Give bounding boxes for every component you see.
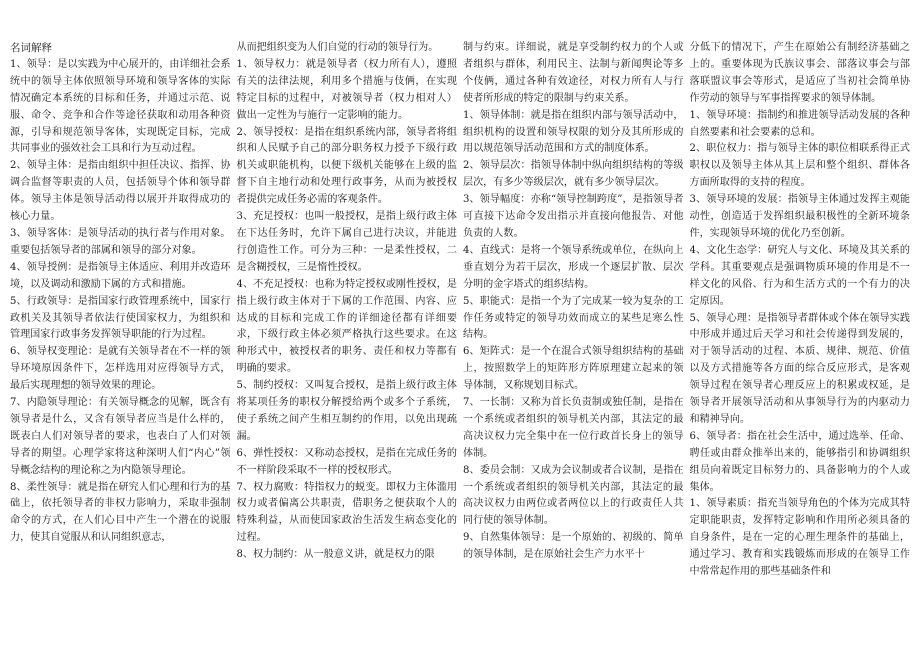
paragraph: 3、领导客体：是领导活动的执行者与作用对象。重要包括领导者的部属和领导的部分对象。 (10, 227, 231, 256)
paragraph: 2、领导授权：是指在组织系统内部，领导者将组织和人民赋予自己的部分职务权力授予下级行政机关或职能机构，以便下级机关能够在上级的监督下自主地行动和处理行政事务，从而为被授权者提供完成任务必需的客观条件。 (236, 126, 457, 206)
paragraph: 8、权力制约：从一般意义讲，就是权力的限 (236, 549, 435, 561)
paragraph: 6、领导者：指在社会生活中，通过选举、任命、聘任或由群众推举出来的，能够指引和协调组织组员向着既定目标努力的、具备影响力的个人或集体。 (689, 430, 910, 493)
paragraph: 1、领导素质：指充当领导角色的个体为完成其特定职能职责，发挥特定影响和作用所必须具备的自身条件，是在一定的心理生理条件的基础上，通过学习、教育和实践锻炼而形成的在领导工作中常常起作用的那些基础条件和 (689, 498, 910, 578)
paragraph: 2、领导主体：是指由组织中担任决议、指挥、协调合监督等职责的人员，包括领导个体和领导群体。领导主体是领导活动得以展开并取得成功的核心力量。 (10, 160, 231, 223)
paragraph: 分低下的情况下，产生在原始公有制经济基础之上的。重要体现为氏族议事会、部落议事会与部落联盟议事会等形式，是适应了当初社会简单协作劳动的领导与军事指挥要求的领导体制。 (689, 42, 910, 104)
paragraph: 1、领导：是以实践为中心展开的，由详细社会系统中的领导主体依照领导环境和领导客体的实际情况确定本系统的目标和任务，并通过示范、说服、命令、竞争和合作等途径获取和动用各种资源，引导和规范领导客体，实现既定目标，完成共同事业的强效社会工具和行为互动过程。 (10, 58, 231, 155)
paragraph: 1、领导权力：就是领导者（权力所有人），遵照有关的法律法规，利用多个措施与伎俩，在实现特定目标的过程中，对被领导者（权力相对人）做出一定性为与施行一定影响的能力。 (236, 58, 457, 121)
paragraph: 4、领导授例：是指领导主体适应、利用并改造环境，以及调动和激励下属的方式和措施。 (10, 261, 231, 290)
text-column-4 (690, 40, 911, 645)
paragraph: 7、权力腐败：特指权力的蜕变。即权力主体滥用权力或者偏离公共职责，借职务之便获取个人的特殊利益，从而使国家政治生活发生病态变化的过程。 (236, 481, 457, 544)
paragraph: 3、领导幅度：亦称“领导控制跨度”，是指领导者可直接下达命令发出指示并直接向他报告、对他负责的人数。 (463, 194, 684, 239)
paragraph: 7、一长制：又称为首长负责制或独任制，是指在一个系统或者组织的领导机关内部，其法定的最高决议权力完全集中在一位行政首长身上的领导体制。 (463, 397, 684, 459)
paragraph: 4、直线式：是将一个领导系统或单位，在纵向上垂直划分为若干层次，形成一个逐层扩散、层次分明的金字塔式的组织结构。 (463, 244, 684, 290)
text-column-2 (237, 40, 458, 645)
text-column-3 (463, 40, 684, 645)
paragraph: 8、委员会制：又成为会议制或者合议制，是指在一个系统或者组织的领导机关内部，其法定的最高决议权力由两位或者两位以上的行政责任人共同行使的领导体制。 (463, 464, 684, 527)
paragraph: 6、弹性授权：又称动态授权，是指在完成任务的不一样阶段采取不一样的授权形式。 (236, 447, 457, 476)
paragraph: 制与约束。详细说，就是享受制约权力的个人或者组织与群体，利用民主、法制与新闻舆论等多个伎俩，通过各种有效途径，对权力所有人与行使者所形成的特定的限制与约束关系。 (463, 42, 684, 104)
paragraph: 3、充足授权：也叫一般授权，是指上级行政主体在下达任务时，允许下属自己进行决议，并能进行创造性工作。可分为三种：一是柔性授权，二是含糊授权，三是惰性授权。 (236, 211, 457, 273)
paragraph: 3、领导环境的发展：指领导主体通过发挥主观能动性，创造适于发挥组织最积极性的全新环境条件，实现领导环境的优化乃至创新。 (689, 194, 910, 239)
paragraph: 1、领导体制：就是指在组织内部与领导活动中，组织机构的设置和领导权限的划分及其所形成的用以规范领导活动范围和方式的制度体系。 (463, 109, 684, 155)
text-column-1 (10, 40, 231, 645)
paragraph: 5、领导心理：是指领导者群体或个体在领导实践中形成并通过后天学习和社会传递得到发展的，对于领导活动的过程、本质、规律、规范、价值以及方式措施等各方面的综合反应形式，是客观领导过程在领导者心理反应上的积累或权延，是领导者开展领导活动和从事领导行为的内驱动力和精神导向。 (689, 312, 910, 425)
paragraph: 9、自然集体领导：是一个原始的、初级的、简单的领导体制，是在原始社会生产力水平十 (463, 532, 684, 561)
paragraph: 8、柔性领导：就是指在研究人们心理和行为的基础上，依托领导者的非权力影响力，采取非强制命令的方式，在人们心目中产生一个潜在的说服力，使其自觉服从和认同组织意志， (10, 481, 231, 544)
paragraph: 从而把组织变为人们自觉的行动的领导行为。 (236, 42, 439, 53)
paragraph: 7、内隐领导理论：有关领导概念的见解，既含有领导者是什么，又含有领导者应当是什么样的，既表白人们对领导者的要求，也表白了人们对领导者的期望。心理学家将这种深明人们“内心”领导概念结构的理论称之为内隐领导理论。 (10, 397, 231, 476)
paragraph: 2、职位权力：指与领导主体的职位相联系得正式职权以及领导主体从其上层和整个组织、群体各方面所取得的支持的程度。 (689, 143, 910, 189)
paragraph: 6、领导权变理论：是就有关领导者在不一样的领导环境原因条件下，怎样选用对应得领导方式，最后实现理想的领导效果的理论。 (10, 346, 231, 392)
paragraph: 5、职能式：是指一个为了完成某一较为复杂的工作任务或特定的领导功效而成立的某些足寒么性结构。 (463, 295, 684, 341)
paragraph: 2、领导层次：指领导体制中纵向组织结构的等级层次，有多少等级层次，就有多少领导层次。 (463, 160, 684, 189)
paragraph: 6、矩阵式：是一个在混合式领导组织结构的基础上，按照数学上的矩阵形方阵原理建立起来的领导体制，又称规划目标式。 (463, 346, 684, 392)
paragraph: 4、文化生态学：研究人与文化、环境及其关系的学科。其重要观点是强调物质环境的作用是不一样文化的风俗、行为和生活方式的一个有力的决定原因。 (689, 244, 910, 307)
paragraph: 5、行政领导：是指国家行政管理系统中，国家行政机关及其领导者依法行使国家权力，为组织和管理国家行政事务发挥领导职能的行为过程。 (10, 295, 231, 341)
paragraph: 5、制约授权：又叫复合授权，是指上级行政主体将某项任务的职权分解授给两个或多个子系统，使子系统之间产生相互制约的作用，以免出现疏漏。 (236, 380, 457, 442)
paragraph: 1、领导环境：指制约和推进领导活动发展的各种自然要素和社会要素的总和。 (689, 109, 910, 138)
section-heading: 名词解释 (10, 42, 52, 54)
paragraph: 4、不充足授权：也称为特定授权或刚性授权，是指上级行政主体对于下属的工作范围、内容、应达成的目标和完成工作的详细途径都有详细要求，下级行政主体必须严格执行这些要求。在这种形式中，被授权者的职务、责任和权力等都有明确的要求。 (236, 278, 457, 375)
